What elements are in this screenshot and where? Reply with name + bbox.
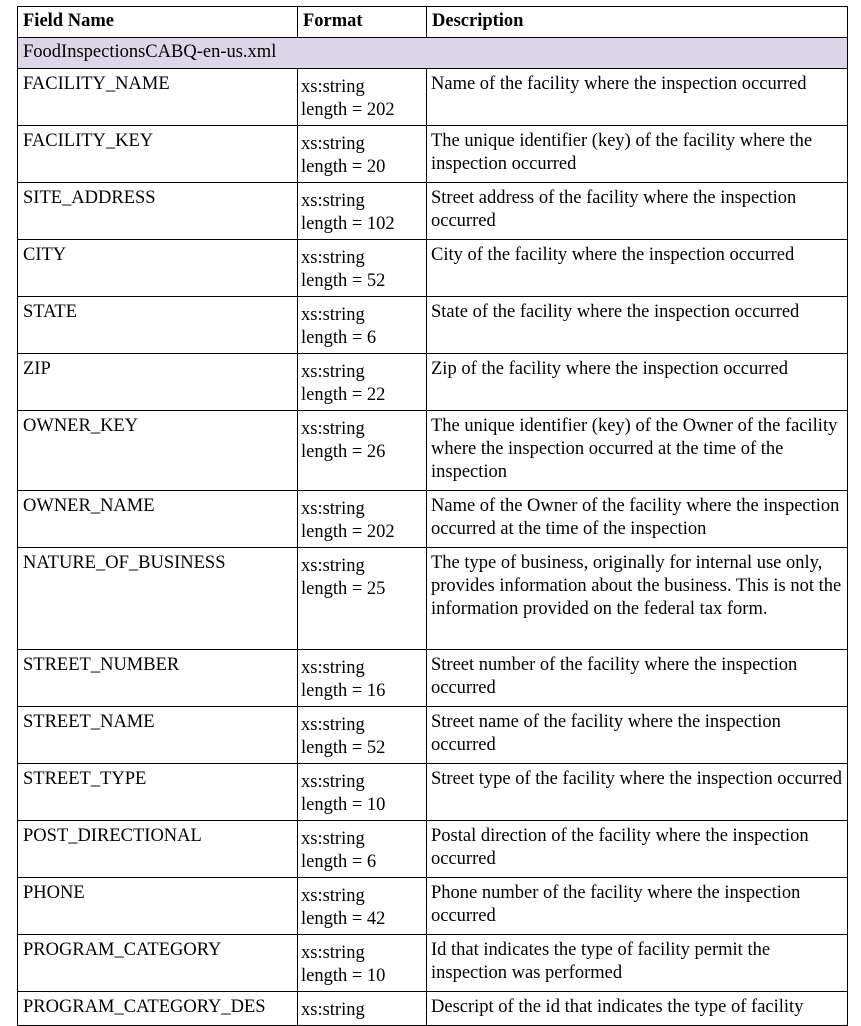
description-text: City of the facility where the inspection occurred	[431, 245, 795, 265]
description-text: Phone number of the facility where the inspection occurred	[431, 883, 801, 926]
format-length: length = 26	[301, 442, 386, 462]
format-cell	[298, 878, 427, 935]
format-length: length = 102	[301, 214, 395, 234]
field-name-cell: CITY	[18, 240, 298, 297]
table-row	[18, 821, 848, 878]
description-text: Postal direction of the facility where the inspection occurred	[431, 826, 809, 869]
description-cell	[427, 992, 848, 1026]
description-cell	[427, 764, 848, 821]
format-cell	[298, 69, 427, 126]
table-row	[18, 354, 848, 411]
format-length: length = 6	[301, 328, 377, 348]
format-type: xs:string	[301, 556, 365, 576]
format-cell	[298, 992, 427, 1026]
table-row	[18, 878, 848, 935]
format-length: length = 6	[301, 852, 377, 872]
description-text: Street name of the facility where the inspection occurred	[431, 712, 781, 755]
table-row	[18, 992, 848, 1026]
header-field-name: Field Name	[18, 7, 298, 38]
group-row	[18, 38, 848, 69]
description-cell	[427, 878, 848, 935]
description-cell	[427, 411, 848, 491]
description-text: State of the facility where the inspection occurred	[431, 302, 800, 322]
table-row	[18, 491, 848, 548]
description-text: Street number of the facility where the inspection occurred	[431, 655, 798, 698]
field-name-cell: SITE_ADDRESS	[18, 183, 298, 240]
description-cell	[427, 821, 848, 878]
format-cell	[298, 764, 427, 821]
description-cell	[427, 183, 848, 240]
header-description: Description	[427, 7, 848, 38]
format-cell	[298, 707, 427, 764]
format-cell	[298, 821, 427, 878]
group-label: FoodInspectionsCABQ-en-us.xml	[18, 38, 848, 69]
format-type: xs:string	[301, 305, 365, 325]
description-text: Name of the Owner of the facility where the inspection occurred at the time of the inspection	[431, 496, 840, 539]
description-text: The type of business, originally for internal use only, provides information about the business. This is not the information provided on the federal tax form.	[431, 553, 842, 619]
format-type: xs:string	[301, 419, 365, 439]
format-type: xs:string	[301, 77, 365, 97]
format-length: length = 20	[301, 157, 386, 177]
format-length: length = 202	[301, 522, 395, 542]
description-text: Name of the facility where the inspection occurred	[431, 74, 807, 94]
field-name-cell: OWNER_KEY	[18, 411, 298, 491]
format-type: xs:string	[301, 499, 365, 519]
description-cell	[427, 707, 848, 764]
format-type: xs:string	[301, 772, 365, 792]
field-name-cell: NATURE_OF_BUSINESS	[18, 548, 298, 650]
field-name-cell: FACILITY_NAME	[18, 69, 298, 126]
format-cell	[298, 935, 427, 992]
description-cell	[427, 491, 848, 548]
format-type: xs:string	[301, 943, 365, 963]
field-name-cell: POST_DIRECTIONAL	[18, 821, 298, 878]
format-type: xs:string	[301, 1000, 365, 1020]
field-definition-table	[17, 6, 848, 1026]
field-name-cell: FACILITY_KEY	[18, 126, 298, 183]
format-length: length = 42	[301, 909, 386, 929]
header-row	[18, 7, 848, 38]
field-name-cell: PHONE	[18, 878, 298, 935]
table-row	[18, 297, 848, 354]
format-type: xs:string	[301, 362, 365, 382]
table-row	[18, 548, 848, 650]
description-cell	[427, 240, 848, 297]
description-text: Zip of the facility where the inspection occurred	[431, 359, 789, 379]
format-type: xs:string	[301, 134, 365, 154]
description-cell	[427, 126, 848, 183]
format-length: length = 16	[301, 681, 386, 701]
table-row	[18, 650, 848, 707]
field-name-cell: STATE	[18, 297, 298, 354]
format-cell	[298, 548, 427, 650]
format-length: length = 202	[301, 100, 395, 120]
format-type: xs:string	[301, 886, 365, 906]
format-cell	[298, 354, 427, 411]
format-length: length = 25	[301, 579, 386, 599]
description-cell	[427, 354, 848, 411]
format-type: xs:string	[301, 248, 365, 268]
format-cell	[298, 297, 427, 354]
field-name-cell: PROGRAM_CATEGORY	[18, 935, 298, 992]
table-row	[18, 935, 848, 992]
field-name-cell: STREET_TYPE	[18, 764, 298, 821]
description-text: The unique identifier (key) of the Owner of the facility where the inspection occurred at the time of the inspection	[431, 416, 838, 482]
description-text: The unique identifier (key) of the facility where the inspection occurred	[431, 131, 813, 174]
field-name-cell: OWNER_NAME	[18, 491, 298, 548]
description-cell	[427, 548, 848, 650]
description-text: Street type of the facility where the inspection occurred	[431, 769, 842, 789]
format-length: length = 52	[301, 271, 386, 291]
table-row	[18, 764, 848, 821]
format-cell	[298, 126, 427, 183]
format-cell	[298, 411, 427, 491]
format-cell	[298, 650, 427, 707]
table-row	[18, 69, 848, 126]
description-text: Street address of the facility where the inspection occurred	[431, 188, 797, 231]
header-format: Format	[298, 7, 427, 38]
format-length: length = 10	[301, 966, 386, 986]
table-row	[18, 240, 848, 297]
format-length: length = 10	[301, 795, 386, 815]
format-cell	[298, 491, 427, 548]
format-cell	[298, 240, 427, 297]
format-type: xs:string	[301, 829, 365, 849]
table-row	[18, 707, 848, 764]
description-cell	[427, 69, 848, 126]
description-text: Id that indicates the type of facility permit the inspection was performed	[431, 940, 771, 983]
field-name-cell: STREET_NUMBER	[18, 650, 298, 707]
format-length: length = 22	[301, 385, 386, 405]
table-row	[18, 411, 848, 491]
table-row	[18, 183, 848, 240]
description-cell	[427, 297, 848, 354]
field-name-cell: ZIP	[18, 354, 298, 411]
format-type: xs:string	[301, 658, 365, 678]
format-type: xs:string	[301, 191, 365, 211]
field-name-cell: STREET_NAME	[18, 707, 298, 764]
format-cell	[298, 183, 427, 240]
description-cell	[427, 650, 848, 707]
description-text: Descript of the id that indicates the type of facility	[431, 997, 804, 1017]
format-length: length = 52	[301, 738, 386, 758]
table-row	[18, 126, 848, 183]
description-cell	[427, 935, 848, 992]
field-name-cell: PROGRAM_CATEGORY_DES	[18, 992, 298, 1026]
format-type: xs:string	[301, 715, 365, 735]
